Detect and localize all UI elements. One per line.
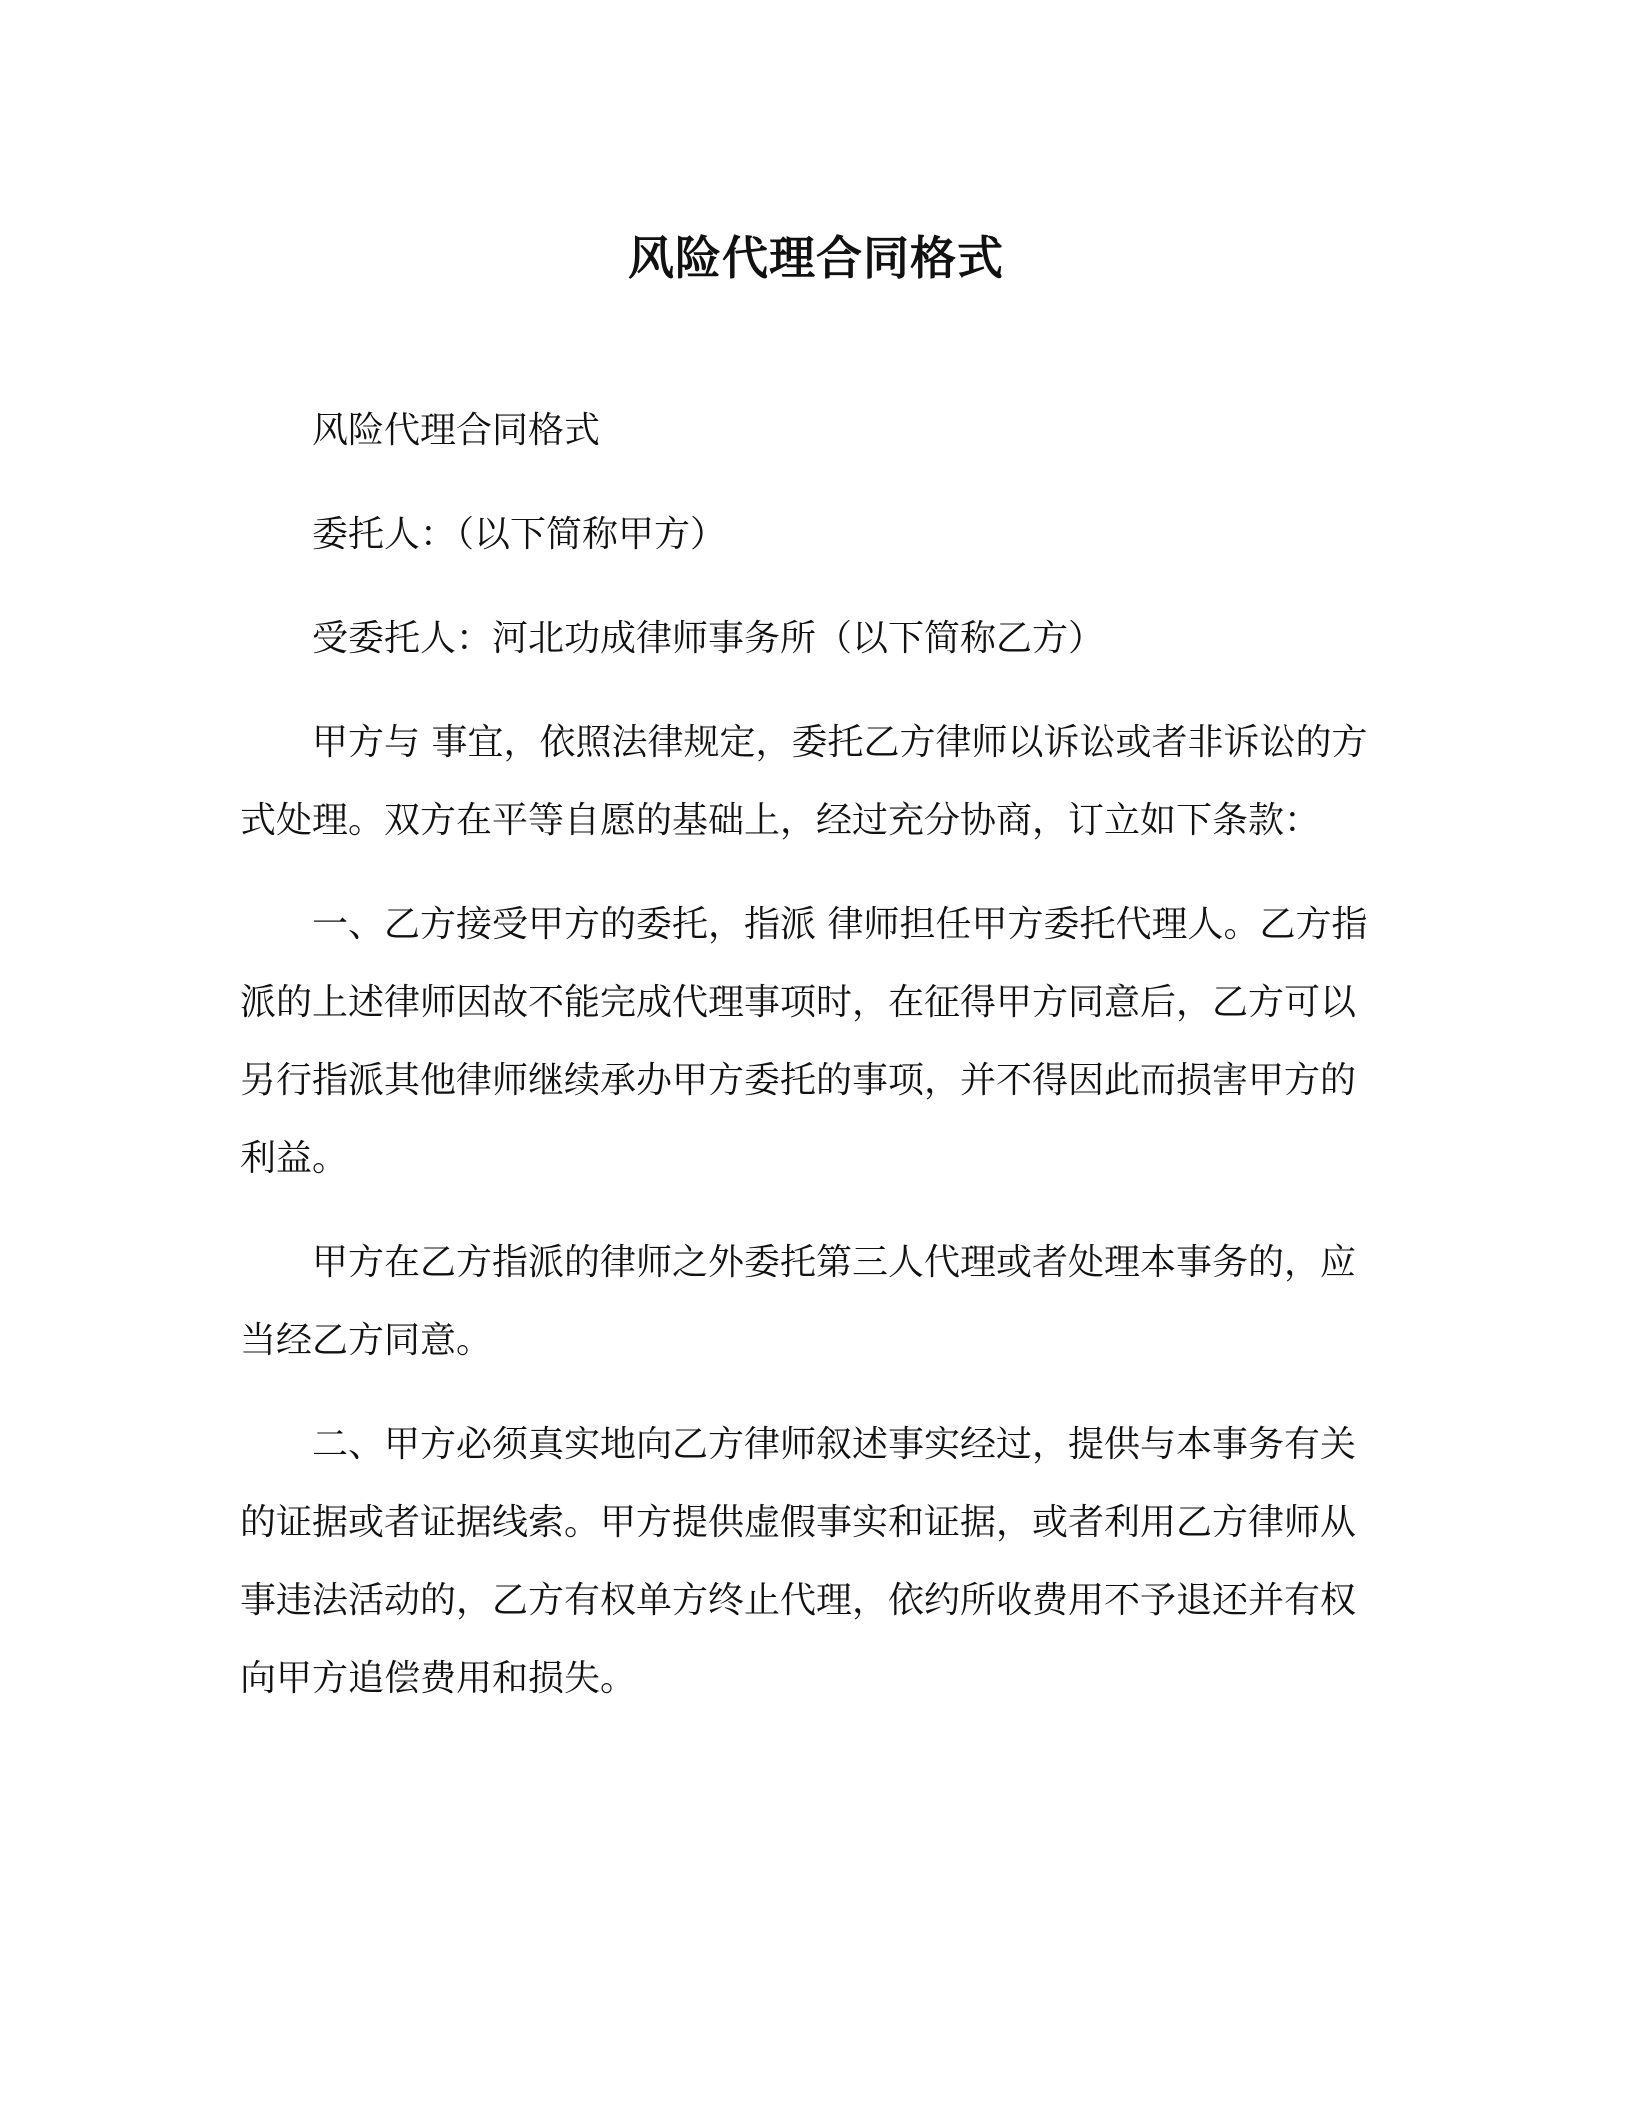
paragraph-heading: 风险代理合同格式 <box>312 410 601 451</box>
paragraph-agent: 受委托人：河北功成律师事务所（以下简称乙方） <box>312 618 1105 659</box>
paragraph-clause-1: 一、乙方接受甲方的委托，指派 律师担任甲方委托代理人。乙方指派的上述律师因故不能完成代理事项时，在征得甲方同意后，乙方可以另行指派其他律师继续承办甲方委托的事项，并不得因此而损害甲方的利益。 <box>240 904 1368 1179</box>
paragraph-intro: 甲方与 事宜，依照法律规定，委托乙方律师以诉讼或者非诉讼的方式处理。双方在平等自愿的基础上，经过充分协商，订立如下条款： <box>240 722 1368 841</box>
document-body <box>240 392 1390 1744</box>
paragraph-clause-2: 二、甲方必须真实地向乙方律师叙述事实经过，提供与本事务有关的证据或者证据线索。甲方提供虚假事实和证据，或者利用乙方律师从事违法活动的，乙方有权单方终止代理，依约所收费用不予退还并有权向甲方追偿费用和损失。 <box>240 1424 1357 1699</box>
document-title: 风险代理合同格式 <box>628 231 1004 285</box>
paragraph-clause-1-note: 甲方在乙方指派的律师之外委托第三人代理或者处理本事务的，应当经乙方同意。 <box>240 1242 1357 1361</box>
paragraph-principal: 委托人：（以下简称甲方） <box>312 514 727 555</box>
